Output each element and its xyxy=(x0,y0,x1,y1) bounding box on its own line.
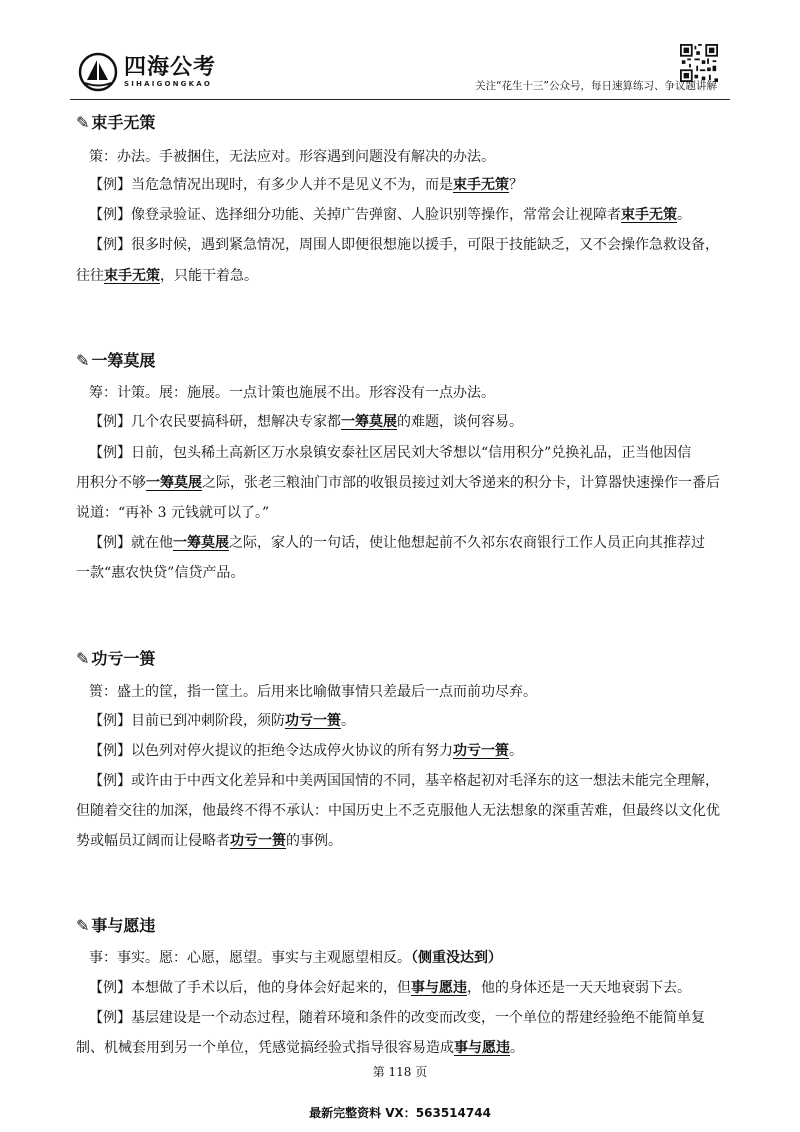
highlighted-idiom: 一筹莫展 xyxy=(146,475,202,491)
highlighted-idiom: 功亏一篑 xyxy=(230,833,286,849)
brand-logo xyxy=(78,52,216,92)
page-number: 第 118 页 xyxy=(372,1065,428,1079)
example-sentence: 【例】像登录验证、选择细分功能、关掉广告弹窗、人脸识别等操作，常常会让视障者束手无策。 xyxy=(89,207,691,223)
sailboat-logo-icon xyxy=(78,52,118,92)
section-title xyxy=(76,646,155,669)
highlighted-idiom: 一筹莫展 xyxy=(341,414,397,430)
example-sentence: 【例】几个农民要搞科研，想解决专家都一筹莫展的难题，谈何容易。 xyxy=(89,414,523,430)
example-sentence: 【例】就在他一筹莫展之际，家人的一句话，使让他想起前不久祁东农商银行工作人员正向其推荐过 xyxy=(89,535,705,551)
brand-name: 四海公考 xyxy=(124,55,217,80)
highlighted-idiom: 功亏一篑 xyxy=(285,713,341,729)
example-sentence: 【例】本想做了手术以后，他的身体会好起来的，但事与愿违，他的身体还是一天天地衰弱下去。 xyxy=(89,980,691,996)
idiom-definition: 筹：计策。展：施展。一点计策也施展不出。形容没有一点办法。 xyxy=(89,385,495,401)
page-header xyxy=(0,0,800,100)
example-sentence-continued: 但随着交往的加深，他最终不得不承认：中国历史上不乏克服他人无法想象的深重苦难，但最终以文化优 xyxy=(76,803,720,819)
section-title xyxy=(76,110,155,133)
pencil-icon: ✎ xyxy=(76,916,90,935)
idiom-definition: 策：办法。手被捆住，无法应对。形容遇到问题没有解决的办法。 xyxy=(89,149,495,165)
example-sentence: 【例】日前，包头稀土高新区万水泉镇安泰社区居民刘大爷想以“信用积分”兑换礼品，正当他因信 xyxy=(89,445,692,461)
header-divider xyxy=(70,99,730,100)
pencil-icon: ✎ xyxy=(76,113,90,132)
idiom-title: 束手无策 xyxy=(91,113,156,132)
footer-contact: 最新完整资料 VX：563514744 xyxy=(309,1106,491,1120)
highlighted-idiom: 事与愿违 xyxy=(411,980,467,996)
example-sentence-continued: 制、机械套用到另一个单位，凭感觉搞经验式指导很容易造成事与愿违。 xyxy=(76,1040,524,1056)
section-title xyxy=(76,913,155,936)
header-promo-text: 关注“花生十三”公众号，每日速算练习、争议题讲解 xyxy=(475,80,717,92)
highlighted-idiom: 束手无策 xyxy=(104,268,160,284)
example-sentence: 【例】或许由于中西文化差异和中美两国国情的不同，基辛格起初对毛泽东的这一想法未能完全理解， xyxy=(89,773,719,789)
example-sentence: 【例】很多时候，遇到紧急情况，周围人即便很想施以援手，可限于技能缺乏，又不会操作急救设备， xyxy=(89,237,719,253)
pencil-icon: ✎ xyxy=(76,649,90,668)
idiom-title: 事与愿违 xyxy=(91,916,156,935)
idiom-definition: 篑：盛土的筐，指一筐土。后用来比喻做事情只差最后一点而前功尽弃。 xyxy=(89,684,537,700)
highlighted-idiom: 功亏一篑 xyxy=(453,743,509,759)
example-sentence-continued: 往往束手无策，只能干着急。 xyxy=(76,268,258,284)
highlighted-idiom: 束手无策 xyxy=(453,177,509,193)
brand-subtitle: SIHAIGONGKAO xyxy=(124,80,213,88)
example-sentence-continued: 一款“惠农快贷”信贷产品。 xyxy=(76,565,245,581)
example-sentence-continued: 说道：“再补 3 元钱就可以了。” xyxy=(76,505,270,521)
definition-note: （侧重没达到） xyxy=(411,950,502,966)
idiom-definition: 事：事实。愿：心愿，愿望。事实与主观愿望相反。（侧重没达到） xyxy=(89,950,502,966)
pencil-icon: ✎ xyxy=(76,351,90,370)
example-sentence: 【例】目前已到冲刺阶段，须防功亏一篑。 xyxy=(89,713,355,729)
section-title xyxy=(76,348,155,371)
highlighted-idiom: 一筹莫展 xyxy=(173,535,229,551)
example-sentence: 【例】基层建设是一个动态过程，随着环境和条件的改变而改变，一个单位的帮建经验绝不能简单复 xyxy=(89,1010,705,1026)
highlighted-idiom: 束手无策 xyxy=(621,207,677,223)
qr-code-icon xyxy=(680,44,718,82)
example-sentence: 【例】以色列对停火提议的拒绝令达成停火协议的所有努力功亏一篑。 xyxy=(89,743,523,759)
example-sentence-continued: 用积分不够一筹莫展之际，张老三粮油门市部的收银员接过刘大爷递来的积分卡，计算器快速操作一番后 xyxy=(76,475,720,491)
highlighted-idiom: 事与愿违 xyxy=(454,1040,510,1056)
idiom-title: 一筹莫展 xyxy=(91,351,156,370)
example-sentence: 【例】当危急情况出现时，有多少人并不是见义不为，而是束手无策？ xyxy=(89,177,523,193)
idiom-title: 功亏一篑 xyxy=(91,649,156,668)
example-sentence-continued: 势或幅员辽阔而让侵略者功亏一篑的事例。 xyxy=(76,833,342,849)
